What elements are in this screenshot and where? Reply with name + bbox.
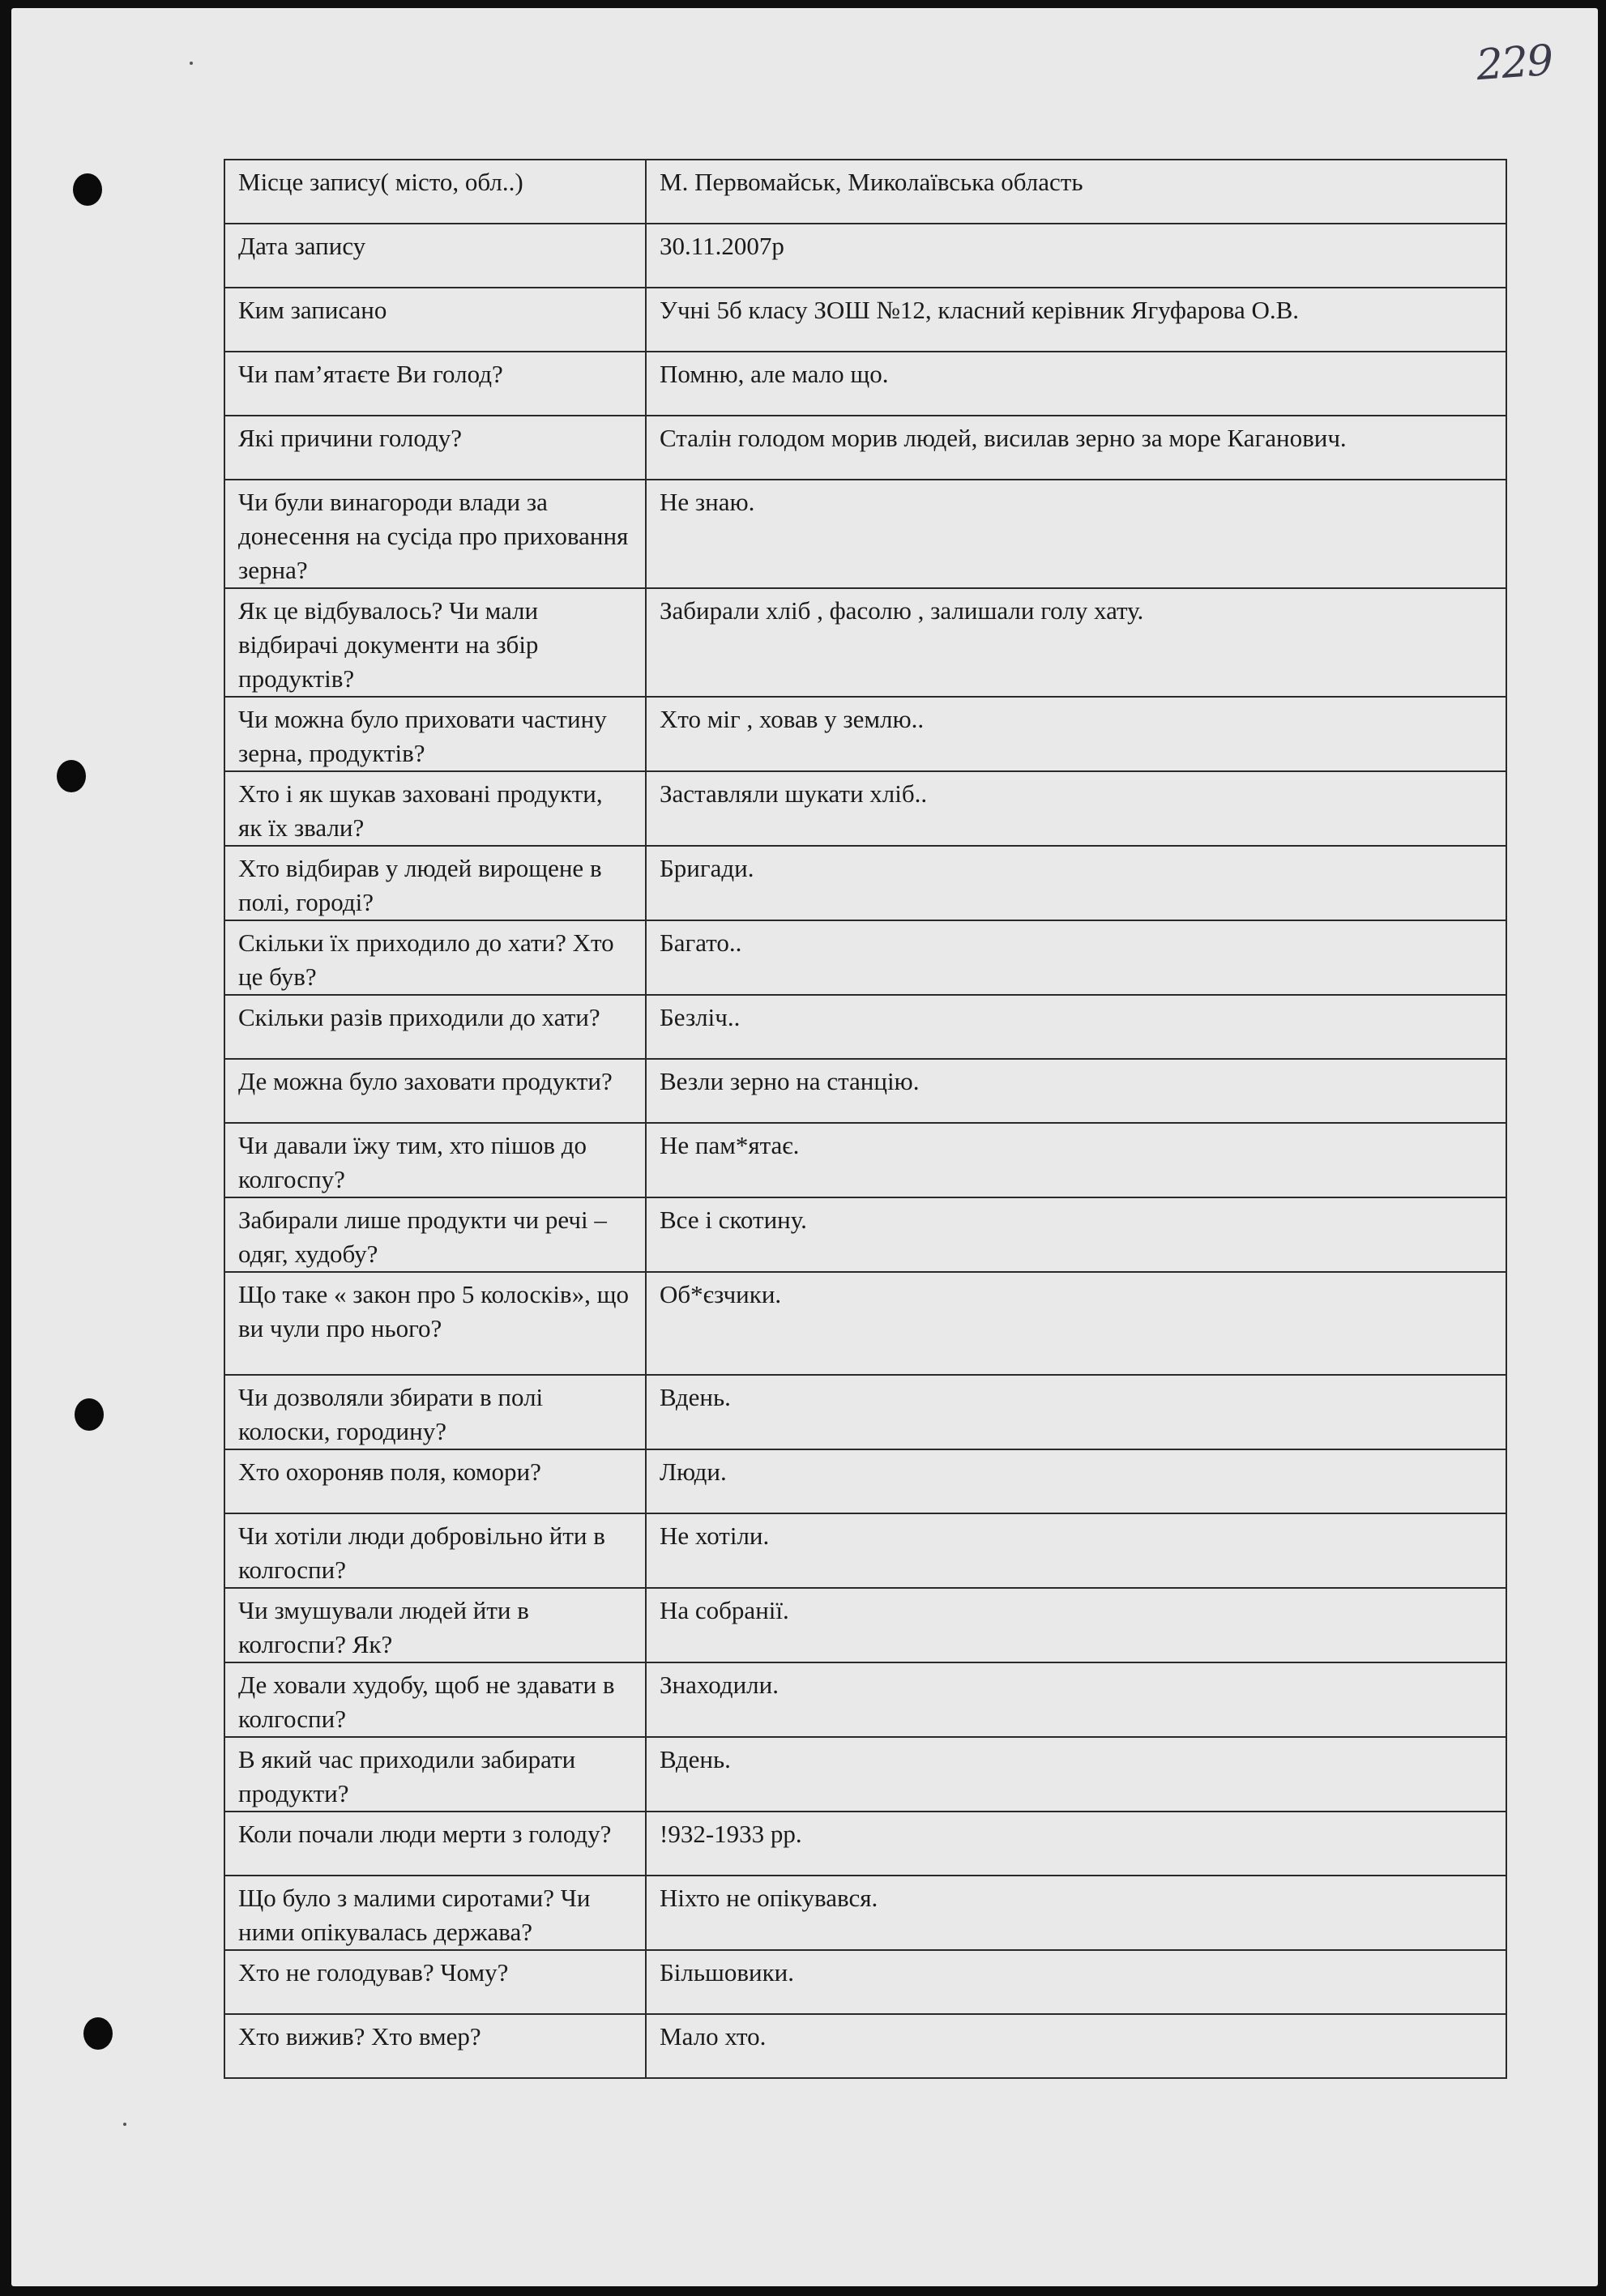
table-row [224,1449,1506,1513]
answer-cell: Помню, але мало що. [646,352,1506,416]
table-row [224,1950,1506,2014]
question-cell: Забирали лише продукти чи речі – одяг, худобу? [224,1197,646,1272]
answer-cell: Об*єзчики. [646,1272,1506,1375]
answer-cell: Безліч.. [646,995,1506,1059]
table-row [224,846,1506,920]
survey-table [224,159,1507,2079]
question-cell: Коли почали люди мерти з голоду? [224,1812,646,1876]
table-row [224,697,1506,771]
question-cell: Хто не голодував? Чому? [224,1950,646,2014]
question-cell: Які причини голоду? [224,416,646,480]
question-cell: Хто відбирав у людей вирощене в полі, городі? [224,846,646,920]
table-row [224,920,1506,995]
answer-cell: Не знаю. [646,480,1506,588]
question-cell: Ким записано [224,288,646,352]
answer-cell: Більшовики. [646,1950,1506,2014]
table-row [224,1059,1506,1123]
question-cell: Як це відбувалось? Чи мали відбирачі документи на збір продуктів? [224,588,646,697]
table-row [224,416,1506,480]
question-cell: Чи давали їжу тим, хто пішов до колгоспу? [224,1123,646,1197]
question-cell: Скільки разів приходили до хати? [224,995,646,1059]
table-row [224,1737,1506,1812]
answer-cell: Багато.. [646,920,1506,995]
answer-cell: Бригади. [646,846,1506,920]
question-cell: В який час приходили забирати продукти? [224,1737,646,1812]
answer-cell: Сталін голодом морив людей, висилав зерно за море Каганович. [646,416,1506,480]
answer-cell: Все і скотину. [646,1197,1506,1272]
table-row [224,771,1506,846]
question-cell: Скільки їх приходило до хати? Хто це був? [224,920,646,995]
question-cell: Чи змушували людей йти в колгоспи? Як? [224,1588,646,1662]
answer-cell: Заставляли шукати хліб.. [646,771,1506,846]
question-cell: Місце запису( місто, обл..) [224,160,646,224]
punch-hole [75,1398,104,1431]
table-row [224,1812,1506,1876]
table-row [224,1662,1506,1737]
question-cell: Де ховали худобу, щоб не здавати в колгоспи? [224,1662,646,1737]
answer-cell: Люди. [646,1449,1506,1513]
paper-speck [123,2123,126,2126]
table-row [224,1588,1506,1662]
question-cell: Чи дозволяли збирати в полі колоски, городину? [224,1375,646,1449]
answer-cell: Ніхто не опікувався. [646,1876,1506,1950]
table-row [224,224,1506,288]
punch-hole [57,760,86,792]
answer-cell: Знаходили. [646,1662,1506,1737]
answer-cell: Вдень. [646,1737,1506,1812]
question-cell: Чи пам’ятаєте Ви голод? [224,352,646,416]
paper-speck [190,62,193,65]
table-row [224,2014,1506,2078]
table-row [224,995,1506,1059]
table-row [224,480,1506,588]
punch-hole [83,2017,113,2050]
answer-cell: Не хотіли. [646,1513,1506,1588]
question-cell: Чи хотіли люди добровільно йти в колгоспи? [224,1513,646,1588]
question-cell: Хто вижив? Хто вмер? [224,2014,646,2078]
answer-cell: На собранії. [646,1588,1506,1662]
question-cell: Де можна було заховати продукти? [224,1059,646,1123]
table-row [224,588,1506,697]
answer-cell: Мало хто. [646,2014,1506,2078]
answer-cell: Учні 5б класу ЗОШ №12, класний керівник Ягуфарова О.В. [646,288,1506,352]
punch-hole [73,173,102,206]
question-cell: Що було з малими сиротами? Чи ними опікувалась держава? [224,1876,646,1950]
table-row [224,1123,1506,1197]
question-cell: Хто охороняв поля, комори? [224,1449,646,1513]
answer-cell: !932-1933 рр. [646,1812,1506,1876]
table-row [224,1375,1506,1449]
answer-cell: Вдень. [646,1375,1506,1449]
table-row [224,352,1506,416]
answer-cell: Не пам*ятає. [646,1123,1506,1197]
answer-cell: Хто міг , ховав у землю.. [646,697,1506,771]
question-cell: Дата запису [224,224,646,288]
answer-cell: 30.11.2007р [646,224,1506,288]
table-row [224,1876,1506,1950]
table-row [224,288,1506,352]
question-cell: Чи були винагороди влади за донесення на сусіда про приховання зерна? [224,480,646,588]
page-number: 229 [1475,36,1554,91]
table-row [224,1272,1506,1375]
table-row [224,160,1506,224]
question-cell: Хто і як шукав заховані продукти, як їх звали? [224,771,646,846]
question-cell: Що таке « закон про 5 колосків», що ви чули про нього? [224,1272,646,1375]
answer-cell: Везли зерно на станцію. [646,1059,1506,1123]
table-row [224,1197,1506,1272]
table-row [224,1513,1506,1588]
answer-cell: Забирали хліб , фасолю , залишали голу хату. [646,588,1506,697]
question-cell: Чи можна було приховати частину зерна, продуктів? [224,697,646,771]
answer-cell: М. Первомайськ, Миколаївська область [646,160,1506,224]
